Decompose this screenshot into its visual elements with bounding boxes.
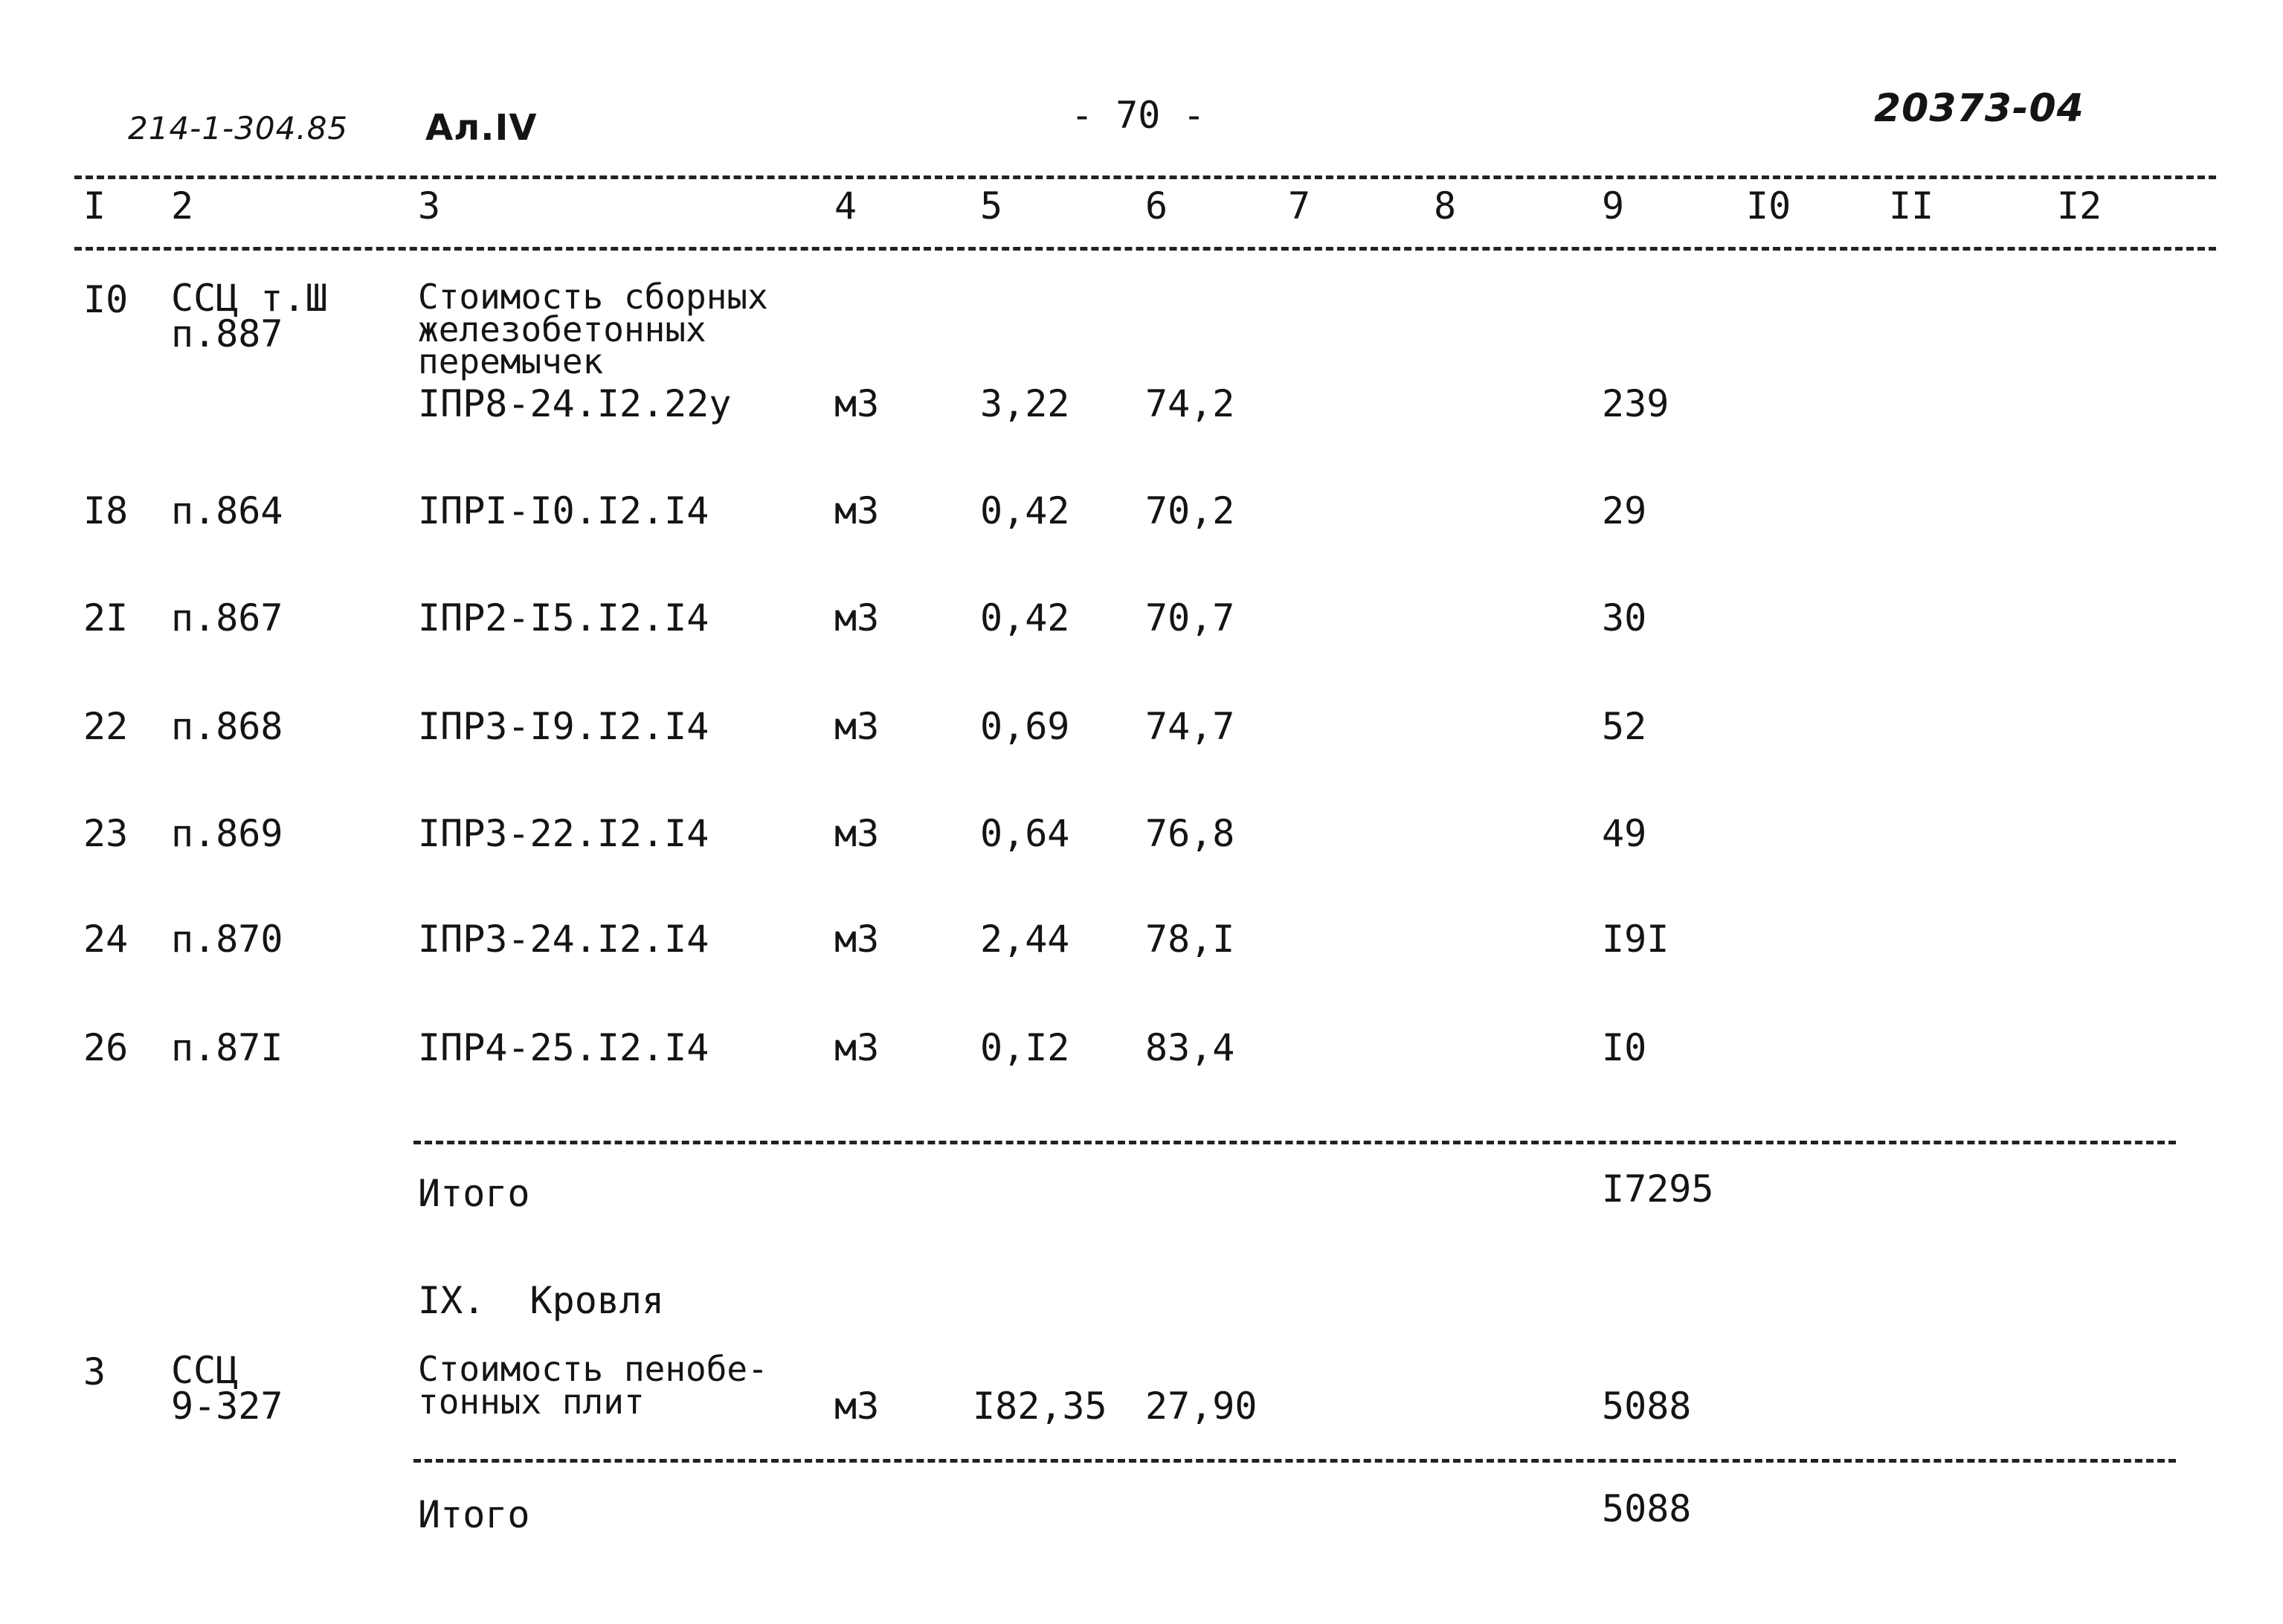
col-header: 4 bbox=[834, 184, 857, 228]
row-reference: п.869 bbox=[171, 812, 283, 855]
row-number: 23 bbox=[83, 812, 129, 855]
row-total: 49 bbox=[1602, 812, 1647, 855]
col-header: 6 bbox=[1145, 184, 1168, 228]
row-item: IПР3-24.I2.I4 bbox=[418, 918, 709, 961]
subtotal-rule bbox=[413, 1459, 2176, 1463]
subtotal-label: Итого bbox=[418, 1493, 530, 1536]
row-quantity: 2,44 bbox=[980, 918, 1070, 961]
doc-code: 214-1-304.85 bbox=[128, 110, 349, 146]
row-reference: п.867 bbox=[171, 596, 283, 639]
row-reference: п.864 bbox=[171, 489, 283, 532]
row-unit-price: 83,4 bbox=[1145, 1026, 1235, 1069]
row-unit-price: 78,I bbox=[1145, 918, 1235, 961]
col-header: II bbox=[1889, 184, 1934, 228]
row-unit-price: 70,7 bbox=[1145, 596, 1235, 639]
row-number: 24 bbox=[83, 918, 129, 961]
row-quantity: 0,69 bbox=[980, 705, 1070, 748]
row-total: 52 bbox=[1602, 705, 1647, 748]
subtotal-total: I7295 bbox=[1602, 1167, 1714, 1211]
row-item: IПР4-25.I2.I4 bbox=[418, 1026, 709, 1069]
col-header: 9 bbox=[1602, 184, 1625, 228]
row-reference: п.870 bbox=[171, 918, 283, 961]
row-reference: п.868 bbox=[171, 705, 283, 748]
row-item: IПР3-22.I2.I4 bbox=[418, 812, 709, 855]
row-item: IПР3-I9.I2.I4 bbox=[418, 705, 709, 748]
album-number: Ал.IV bbox=[425, 107, 538, 149]
row-number: 3 bbox=[83, 1350, 106, 1393]
row-number: I8 bbox=[83, 489, 129, 532]
col-header: I0 bbox=[1746, 184, 1791, 228]
row-total: I0 bbox=[1602, 1026, 1647, 1069]
row-unit: м3 bbox=[834, 1026, 880, 1069]
row-unit: м3 bbox=[834, 705, 880, 748]
row-unit-price: 76,8 bbox=[1145, 812, 1235, 855]
row-item: IПР8-24.I2.22у bbox=[418, 382, 732, 425]
row-total: I9I bbox=[1602, 918, 1669, 961]
row-unit: м3 bbox=[834, 382, 880, 425]
row-reference: ССЦ т.Ш п.887 bbox=[171, 277, 328, 355]
row-unit-price: 27,90 bbox=[1145, 1385, 1258, 1428]
col-header: 5 bbox=[980, 184, 1003, 228]
row-unit-price: 70,2 bbox=[1145, 489, 1235, 532]
row-item: IПР2-I5.I2.I4 bbox=[418, 596, 709, 639]
row-unit: м3 bbox=[834, 918, 880, 961]
row-number: 2I bbox=[83, 596, 129, 639]
row-number: I0 bbox=[83, 278, 129, 321]
row-reference: ССЦ 9-327 bbox=[171, 1349, 283, 1428]
row-number: 22 bbox=[83, 705, 129, 748]
row-unit: м3 bbox=[834, 1385, 880, 1428]
row-quantity: 0,42 bbox=[980, 596, 1070, 639]
col-header: 7 bbox=[1288, 184, 1311, 228]
row-quantity: 3,22 bbox=[980, 382, 1070, 425]
section-title: IX. Кровля bbox=[418, 1279, 665, 1322]
row-total: 30 bbox=[1602, 596, 1647, 639]
subtotal-rule bbox=[413, 1141, 2176, 1144]
row-reference: п.87I bbox=[171, 1026, 283, 1069]
row-unit: м3 bbox=[834, 489, 880, 532]
page-number: - 70 - bbox=[1071, 94, 1205, 137]
subtotal-label: Итого bbox=[418, 1172, 530, 1215]
stamp-number: 20373-04 bbox=[1874, 86, 2084, 131]
col-header: 3 bbox=[418, 184, 441, 228]
col-header: I2 bbox=[2057, 184, 2102, 228]
row-unit: м3 bbox=[834, 812, 880, 855]
row-quantity: 0,I2 bbox=[980, 1026, 1070, 1069]
col-header: 8 bbox=[1434, 184, 1457, 228]
row-description: Стоимость пенобе- тонных плит bbox=[418, 1349, 768, 1422]
row-quantity: 0,64 bbox=[980, 812, 1070, 855]
row-quantity: I82,35 bbox=[973, 1385, 1107, 1428]
row-total: 29 bbox=[1602, 489, 1647, 532]
row-description: Стоимость сборных железобетонных перемычек bbox=[418, 277, 768, 382]
row-number: 26 bbox=[83, 1026, 129, 1069]
row-item: IПРI-I0.I2.I4 bbox=[418, 489, 709, 532]
header-top-rule bbox=[74, 175, 2216, 179]
row-unit-price: 74,7 bbox=[1145, 705, 1235, 748]
row-unit: м3 bbox=[834, 596, 880, 639]
row-total: 239 bbox=[1602, 382, 1669, 425]
col-header: 2 bbox=[171, 184, 194, 228]
header-bottom-rule bbox=[74, 247, 2216, 251]
row-unit-price: 74,2 bbox=[1145, 382, 1235, 425]
subtotal-total: 5088 bbox=[1602, 1487, 1692, 1530]
col-header: I bbox=[83, 184, 106, 228]
row-total: 5088 bbox=[1602, 1385, 1692, 1428]
row-quantity: 0,42 bbox=[980, 489, 1070, 532]
